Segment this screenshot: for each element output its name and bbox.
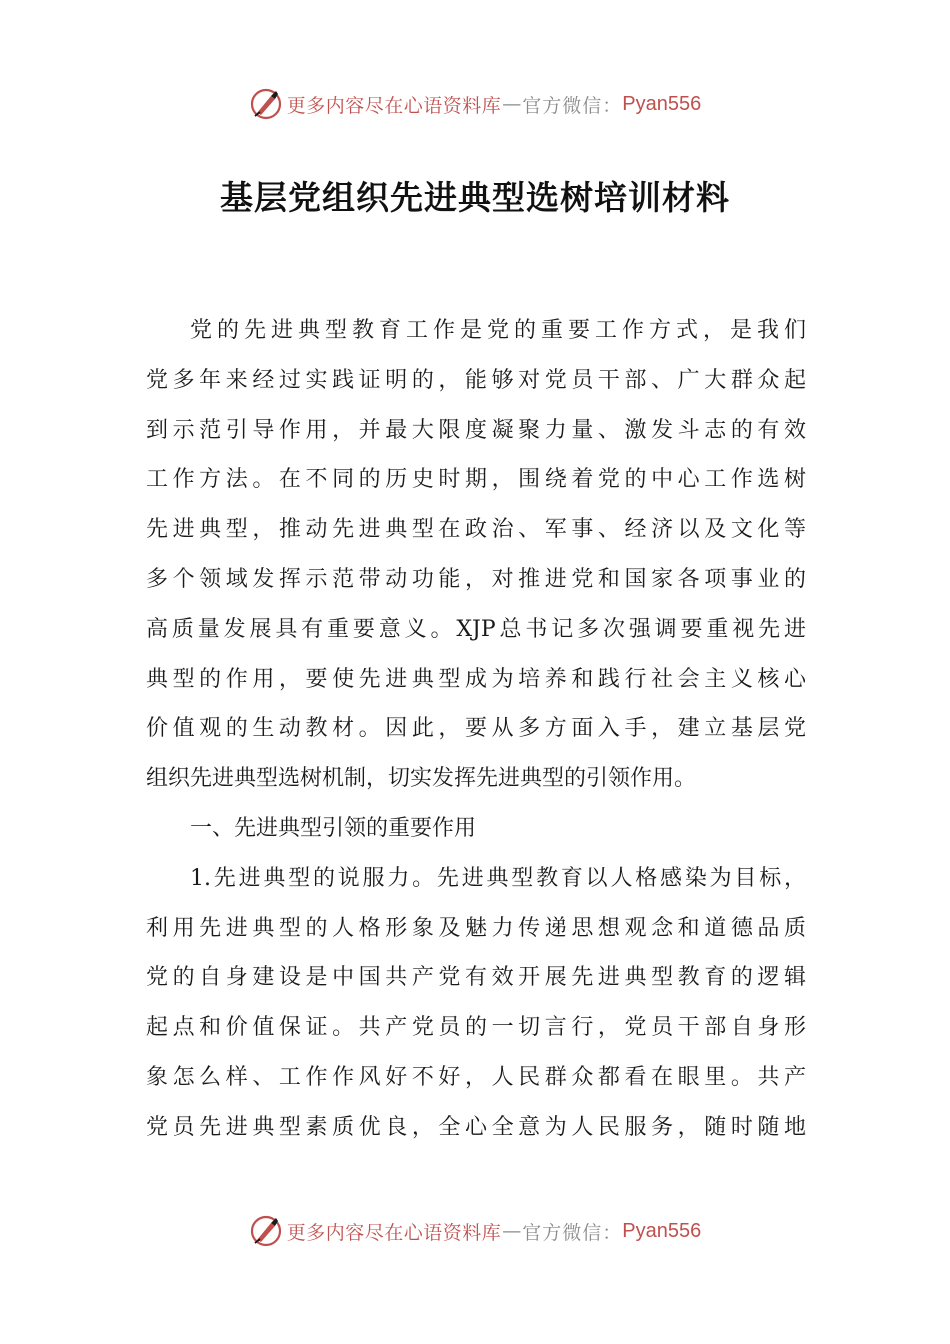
body-line: 1.先进典型的说服力。先进典型教育以人格感染为目标，: [190, 865, 806, 891]
document-body: [146, 306, 806, 1153]
body-line: 工作方法。在不同的历史时期，围绕着党的中心工作选树: [146, 467, 806, 493]
body-line: 利用先进典型的人格形象及魅力传递思想观念和道德品质: [146, 915, 806, 941]
footer-watermark-banner: [0, 1211, 950, 1251]
body-line: 党的先进典型教育工作是党的重要工作方式，是我们: [190, 318, 806, 343]
body-line: 党的自身建设是中国共产党有效开展先进典型教育的逻辑: [146, 965, 806, 991]
document-title: 基层党组织先进典型选树培训材料: [220, 178, 730, 217]
banner-brand-text: 更多内容尽在心语资料库: [286, 1221, 502, 1244]
header-watermark-banner: [0, 84, 950, 124]
body-line: 象怎么样、工作作风好不好，人民群众都看在眼里。共产: [146, 1064, 806, 1090]
body-line: 价值观的生动教材。因此，要从多方面入手，建立基层党: [146, 716, 806, 742]
banner-wechat-id: Pyan556: [622, 1219, 702, 1242]
body-line: 先进典型，推动先进典型在政治、军事、经济以及文化等: [146, 517, 806, 543]
body-line: 典型的作用，要使先进典型成为培养和践行社会主义核心: [146, 666, 806, 692]
body-line: 党员先进典型素质优良，全心全意为人民服务，随时随地: [146, 1114, 806, 1140]
body-line: 高质量发展具有重要意义。XJP总书记多次强调要重视先进: [146, 616, 806, 642]
banner-dash: —: [502, 1220, 522, 1242]
body-line: 组织先进典型选树机制，切实发挥先进典型的引领作用。: [146, 766, 697, 792]
body-line: 到示范引导作用，并最大限度凝聚力量、激发斗志的有效: [146, 417, 806, 443]
banner-official-label: 官方微信：: [522, 1221, 623, 1244]
section-heading: 一、先进典型引领的重要作用: [190, 815, 477, 841]
banner-dash: —: [502, 93, 522, 115]
banner-official-label: 官方微信：: [522, 94, 623, 117]
banner-wechat-id: Pyan556: [622, 92, 702, 115]
body-line: 多个领域发挥示范带动功能，对推进党和国家各项事业的: [146, 566, 806, 592]
banner-brand-text: 更多内容尽在心语资料库: [286, 94, 502, 117]
body-line: 起点和价值保证。共产党员的一切言行，党员干部自身形: [146, 1015, 806, 1041]
body-line: 党多年来经过实践证明的，能够对党员干部、广大群众起: [146, 367, 806, 393]
quill-pen-logo-icon: [249, 1214, 283, 1248]
quill-pen-logo-icon: [249, 87, 283, 121]
